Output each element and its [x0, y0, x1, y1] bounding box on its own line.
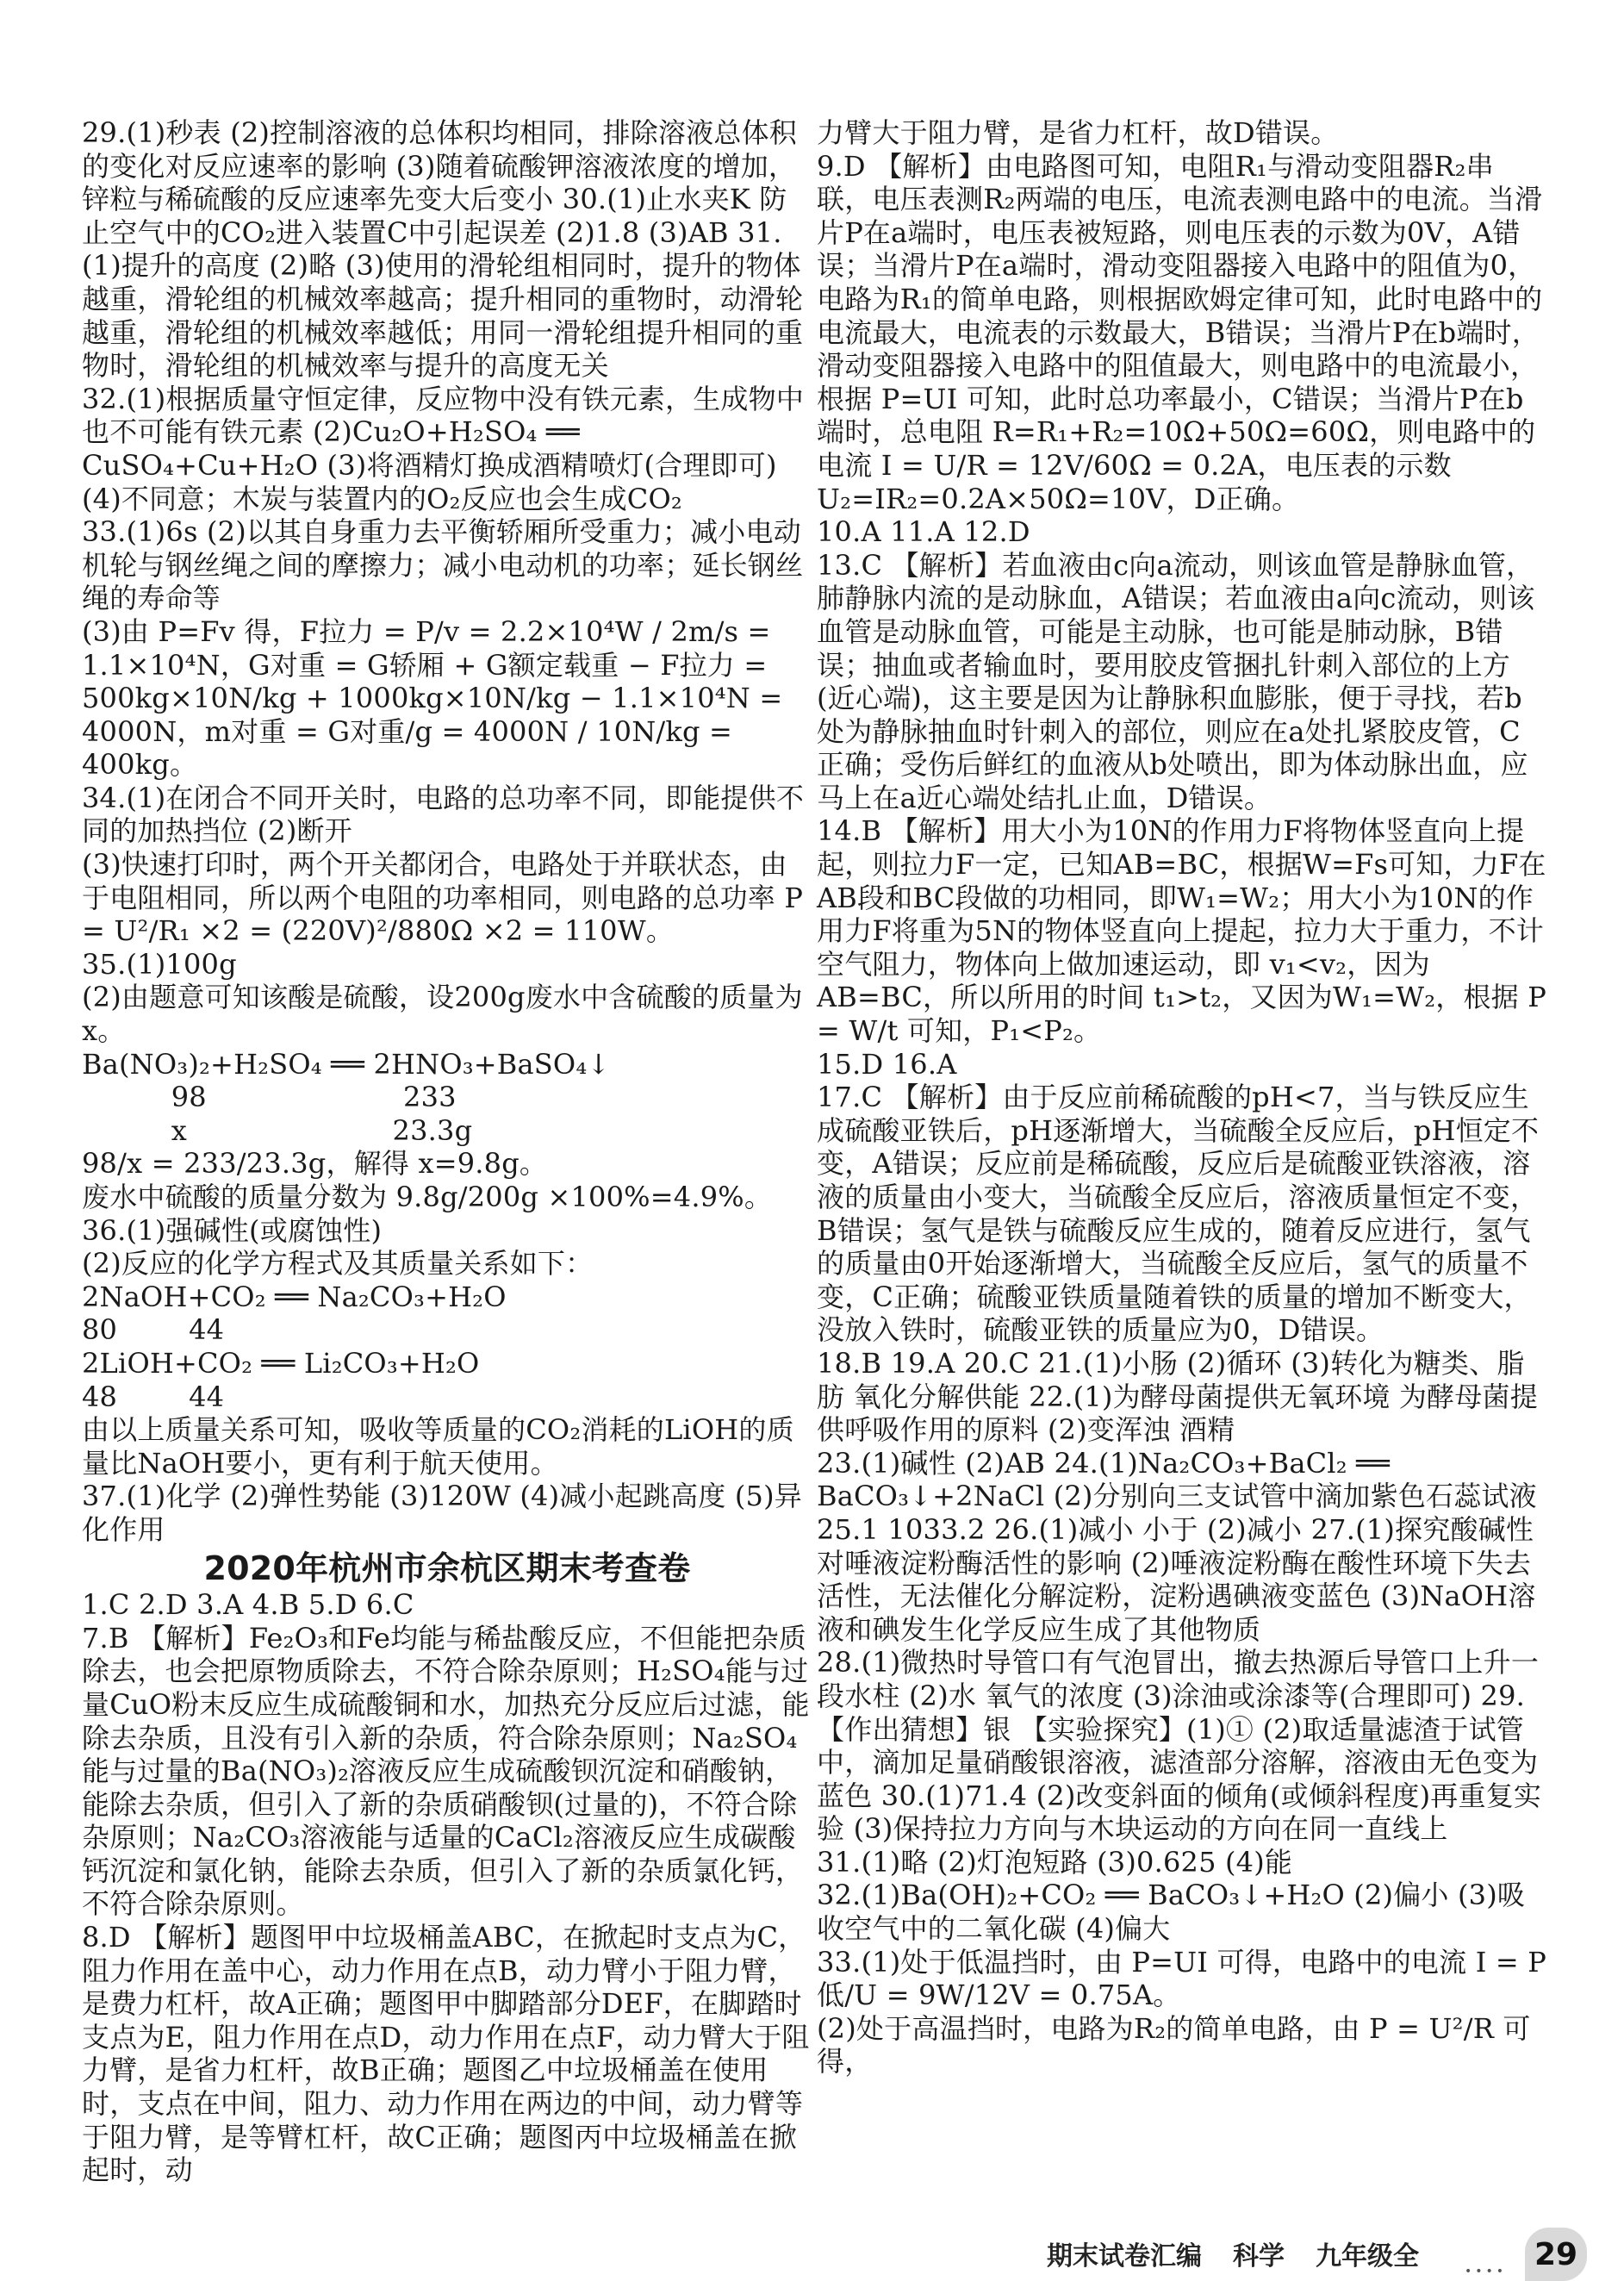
- answer-paragraph: 力臂大于阻力臂，是省力杠杆，故D错误。: [817, 116, 1339, 149]
- footer-subject: 科学: [1233, 2241, 1285, 2272]
- answer-paragraph: (3)由 P=Fv 得，F拉力 = P/v = 2.2×10⁴W / 2m/s = 1.1×10⁴N，G对重 = G轿厢 + G额定载重 − F拉力 = 500kg×10N/kg + 1000kg×10N/kg − 1.1×10⁴N = 4000N，m对重 = G对重/g = 4000N / 10N/kg = 400kg。: [82, 614, 792, 782]
- answer-paragraph: 29.(1)秒表 (2)控制溶液的总体积均相同，排除溶液总体积的变化对反应速率的影响 (3)随着硫酸钾溶液浓度的增加，锌粒与稀硫酸的反应速率先变大后变小 30.(1)止水夹K 防止空气中的CO₂进入装置C中引起误差 (2)1.8 (3)AB 31.(1)提升的高度 (2)略 (3)使用的滑轮组相同时，提升的物体越重，滑轮组的机械效率越高；提升相同的重物时，动滑轮越重，滑轮组的机械效率越低；用同一滑轮组提升相同的重物时，滑轮组的机械效率与提升的高度无关: [82, 116, 804, 383]
- right-column: [817, 116, 1556, 2078]
- answer-paragraph: 32.(1)根据质量守恒定律，反应物中没有铁元素，生成物中也不可能有铁元素 (2)Cu₂O+H₂SO₄ ══ CuSO₄+Cu+H₂O (3)将酒精灯换成酒精喷灯(合理即可) (4)不同意；木炭与装置内的O₂反应也会生成CO₂: [82, 382, 805, 515]
- answer-paragraph: 32.(1)Ba(OH)₂+CO₂ ══ BaCO₃↓+H₂O (2)偏小 (3)吸收空气中的二氧化碳 (4)偏大: [817, 1879, 1526, 1946]
- page-footer: [1047, 2232, 1419, 2275]
- answer-paragraph: (2)处于高温挡时，电路为R₂的简单电路，由 P = U²/R 可得，: [817, 2011, 1531, 2078]
- answer-paragraph: 33.(1)6s (2)以其自身重力去平衡轿厢所受重力；减小电动机轮与钢丝绳之间的摩擦力；减小电动机的功率；延长钢丝绳的寿命等: [82, 515, 804, 615]
- answer-paragraph: 48 44: [82, 1380, 225, 1413]
- answer-paragraph: 98/x = 233/23.3g，解得 x=9.8g。: [82, 1147, 548, 1181]
- answer-paragraph: 31.(1)略 (2)灯泡短路 (3)0.625 (4)能: [817, 1845, 1293, 1879]
- answer-paragraph: 98 233: [82, 1081, 457, 1114]
- answer-paragraph: 2LiOH+CO₂ ══ Li₂CO₃+H₂O: [82, 1346, 480, 1380]
- answer-paragraph: 9.D 【解析】由电路图可知，电阻R₁与滑动变阻器R₂串联，电压表测R₂两端的电压，电流表测电路中的电流。当滑片P在a端时，电压表被短路，则电压表的示数为0V，A错误；当滑片P在a端时，滑动变阻器接入电路中的阻值为0，电路为R₁的简单电路，则根据欧姆定律可知，此时电路中的电流最大，电流表的示数最大，B错误；当滑片P在b端时，滑动变阻器接入电路中的阻值最大，则电路中的电流最小，根据 P=UI 可知，此时总功率最小，C错误；当滑片P在b端时，总电阻 R=R₁+R₂=10Ω+50Ω=60Ω，则电路中的电流 I = U/R = 12V/60Ω = 0.2A，电压表的示数 U₂=IR₂=0.2A×50Ω=10V，D正确。: [817, 149, 1543, 515]
- answer-paragraph: x 23.3g: [82, 1113, 473, 1147]
- answer-paragraph: (2)反应的化学方程式及其质量关系如下：: [82, 1247, 594, 1281]
- answer-paragraph: 23.(1)碱性 (2)AB 24.(1)Na₂CO₃+BaCl₂ ══ BaCO₃↓+2NaCl (2)分别向三支试管中滴加紫色石蕊试液: [817, 1446, 1537, 1513]
- answer-paragraph: 36.(1)强碱性(或腐蚀性): [82, 1213, 383, 1247]
- answer-paragraph: 15.D 16.A: [817, 1047, 957, 1081]
- answer-paragraph: 28.(1)微热时导管口有气泡冒出，撤去热源后导管口上升一段水柱 (2)水 氧气的浓度 (3)涂油或涂漆等(合理即可) 29.【作出猜想】银 【实验探究】(1)① (2)取适量滤渣于试管中，滴加足量硝酸银溶液，滤渣部分溶解，溶液由无色变为蓝色 30.(1)71.4 (2)改变斜面的倾角(或倾斜程度)再重复实验 (3)保持拉力方向与木块运动的方向在同一直线上: [817, 1646, 1542, 1846]
- answer-paragraph: 35.(1)100g: [82, 947, 237, 981]
- answer-paragraph: 由以上质量关系可知，吸收等质量的CO₂消耗的LiOH的质量比NaOH要小，更有利于航天使用。: [82, 1413, 794, 1480]
- answer-paragraph: 34.(1)在闭合不同开关时，电路的总功率不同，即能提供不同的加热挡位 (2)断开: [82, 781, 805, 848]
- footer-grade: 九年级全: [1316, 2241, 1419, 2272]
- answer-paragraph: 18.B 19.A 20.C 21.(1)小肠 (2)循环 (3)转化为糖类、脂肪 氧化分解供能 22.(1)为酵母菌提供无氧环境 为酵母菌提供呼吸作用的原料 (2)变浑浊 酒精: [817, 1346, 1538, 1447]
- answer-paragraph: 17.C 【解析】由于反应前稀硫酸的pH<7，当与铁反应生成硫酸亚铁后，pH逐渐增大，当硫酸全反应后，pH恒定不变，A错误；反应前是稀硫酸，反应后是硫酸亚铁溶液，溶液的质量由小变大，当硫酸全反应后，溶液质量恒定不变，B错误；氢气是铁与硫酸反应生成的，随着反应进行，氢气的质量由0开始逐渐增大，当硫酸全反应后，氢气的质量不变，C正确；硫酸亚铁质量随着铁的质量的增加不断变大，没放入铁时，硫酸亚铁的质量应为0，D错误。: [817, 1081, 1540, 1347]
- answer-paragraph: (3)快速打印时，两个开关都闭合，电路处于并联状态，由于电阻相同，所以两个电阻的功率相同，则电路的总功率 P = U²/R₁ ×2 = (220V)²/880Ω ×2 = 110W。: [82, 848, 812, 948]
- page-number-badge: 29: [1525, 2228, 1587, 2281]
- footer-dots: ••••: [1465, 2265, 1508, 2278]
- left-column-answers: [82, 116, 812, 1547]
- answer-paragraph: (2)由题意可知该酸是硫酸，设200g废水中含硫酸的质量为x。: [82, 981, 803, 1048]
- answer-paragraph: 13.C 【解析】若血液由c向a流动，则该血管是静脉血管，肺静脉内流的是动脉血，A错误；若血液由a向c流动，则该血管是动脉血管，可能是主动脉，也可能是肺动脉，B错误；抽血或者输血时，要用胶皮管捆扎针刺入部位的上方(近心端)，这主要是因为让静脉积血膨胀，便于寻找，若b处为静脉抽血时针刺入的部位，则应在a处扎紧胶皮管，C正确；受伤后鲜红的血液从b处喷出，即为体动脉出血，应马上在a近心端处结扎止血，D错误。: [817, 548, 1535, 814]
- section-title: 2020年杭州市余杭区期末考查卷: [203, 1549, 691, 1587]
- answer-paragraph: 33.(1)处于低温挡时，由 P=UI 可得，电路中的电流 I = P低/U = 9W/12V = 0.75A。: [817, 1945, 1547, 2012]
- answer-paragraph: 1.C 2.D 3.A 4.B 5.D 6.C: [82, 1588, 414, 1622]
- answer-paragraph: 8.D 【解析】题图甲中垃圾桶盖ABC，在掀起时支点为C，阻力作用在盖中心，动力作用在点B，动力臂小于阻力臂，是费力杠杆，故A正确；题图甲中脚踏部分DEF，在脚踏时支点为E，阻力作用在点D，动力作用在点F，动力臂大于阻力臂，是省力杠杆，故B正确；题图乙中垃圾桶盖在使用时，支点在中间，阻力、动力作用在两边的中间，动力臂等于阻力臂，是等臂杠杆，故C正确；题图丙中垃圾桶盖在掀起时，动: [82, 1921, 810, 2187]
- answer-paragraph: Ba(NO₃)₂+H₂SO₄ ══ 2HNO₃+BaSO₄↓: [82, 1047, 611, 1081]
- answer-paragraph: 37.(1)化学 (2)弹性势能 (3)120W (4)减小起跳高度 (5)异化作用: [82, 1480, 802, 1546]
- right-column-answers: [817, 116, 1556, 2078]
- answer-paragraph: 14.B 【解析】用大小为10N的作用力F将物体竖直向上提起，则拉力F一定，已知AB=BC，根据W=Fs可知，力F在AB段和BC段做的功相同，即W₁=W₂；用大小为10N的作用力F将重为5N的物体竖直向上提起，拉力大于重力，不计空气阻力，物体向上做加速运动，即 v₁<v₂，因为AB=BC，所以所用的时间 t₁>t₂，又因为W₁=W₂，根据 P = W/t 可知，P₁<P₂。: [817, 814, 1556, 1048]
- answer-paragraph: 80 44: [82, 1313, 225, 1347]
- answer-paragraph: 25.1 1033.2 26.(1)减小 小于 (2)减小 27.(1)探究酸碱性对唾液淀粉酶活性的影响 (2)唾液淀粉酶在酸性环境下失去活性，无法催化分解淀粉，淀粉遇碘液变蓝色 (3)NaOH溶液和碘发生化学反应生成了其他物质: [817, 1512, 1536, 1646]
- left-column-answers-2: [82, 1588, 812, 2187]
- answer-paragraph: 废水中硫酸的质量分数为 9.8g/200g ×100%=4.9%。: [82, 1181, 773, 1213]
- answer-paragraph: 2NaOH+CO₂ ══ Na₂CO₃+H₂O: [82, 1280, 507, 1313]
- left-column: [82, 116, 812, 2187]
- answer-paragraph: 7.B 【解析】Fe₂O₃和Fe均能与稀盐酸反应，不但能把杂质除去，也会把原物质除去，不符合除杂原则；H₂SO₄能与过量CuO粉末反应生成硫酸铜和水，加热充分反应后过滤，能除去杂质，且没有引入新的杂质，符合除杂原则；Na₂SO₄能与过量的Ba(NO₃)₂溶液反应生成硫酸钡沉淀和硝酸钠，能除去杂质，但引入了新的杂质硝酸钡(过量的)，不符合除杂原则；Na₂CO₃溶液能与适量的CaCl₂溶液反应生成碳酸钙沉淀和氯化钠，能除去杂质，但引入了新的杂质氯化钙，不符合除杂原则。: [82, 1621, 810, 1921]
- answer-paragraph: 10.A 11.A 12.D: [817, 515, 1030, 549]
- footer-book-title: 期末试卷汇编: [1047, 2241, 1202, 2272]
